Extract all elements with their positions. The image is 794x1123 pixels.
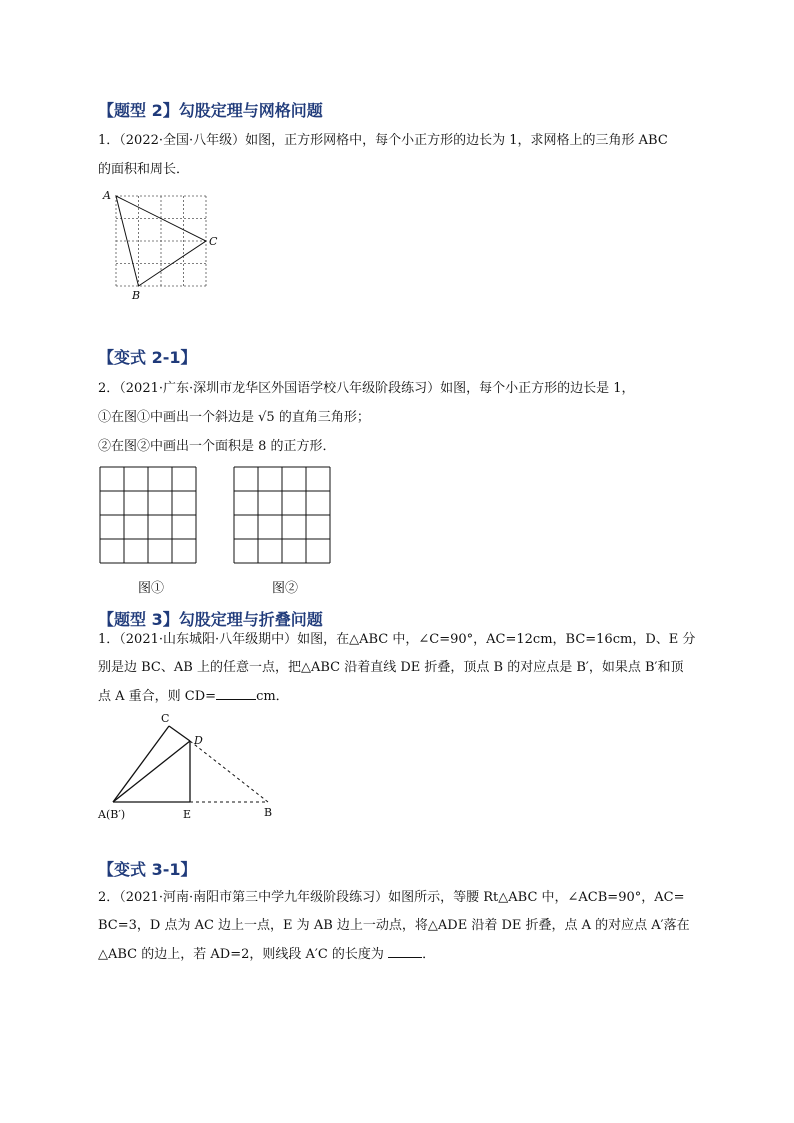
question-text: 1．（2021·山东城阳·八年级期中）如图，在△ABC 中，∠C=90°，AC=12cm，BC=16cm，D、E 分 — [98, 632, 696, 647]
label-d: D — [194, 734, 203, 747]
label-c: C — [161, 712, 170, 725]
question-text-part: △ABC 的边上，若 AD=2，则线段 A′C 的长度为 — [98, 947, 384, 962]
question-text: 1．（2022·全国·八年级）如图，正方形网格中，每个小正方形的边长为 1，求网格上的三角形 ABC — [98, 133, 668, 148]
question-text: BC=3，D 点为 AC 边上一点，E 为 AB 边上一动点，将△ADE 沿着 DE 折叠，点 A 的对应点 A′落在 — [98, 918, 690, 933]
answer-blank — [388, 945, 422, 958]
dashed-grid — [116, 196, 206, 286]
question-text: ②在图②中画出一个面积是 8 的正方形． — [98, 439, 336, 454]
question-text: 2．（2021·广东·深圳市龙华区外国语学校八年级阶段练习）如图，每个小正方形的边长是 1， — [98, 381, 635, 396]
label-a-b-prime: A(B′) — [98, 808, 126, 821]
label-e: E — [183, 808, 192, 821]
question-text-part: 点 A 重合，则 CD= — [98, 689, 217, 704]
variant-heading-3-1: 【变式 3-1】 — [98, 860, 197, 879]
figure-caption-1: 图① — [138, 581, 165, 596]
label-b: B — [132, 289, 141, 302]
question-text: ①在图①中画出一个斜边是 √5 的直角三角形； — [98, 410, 370, 425]
answer-blank — [216, 687, 256, 700]
question-text: 2．（2021·河南·南阳市第三中学九年级阶段练习）如图所示，等腰 Rt△ABC 中，∠ACB=90°，AC= — [98, 890, 685, 905]
question-text — [98, 945, 435, 964]
question-text-part: cm． — [256, 689, 289, 704]
figure-caption-2: 图② — [272, 581, 299, 596]
section-heading-3: 【题型 3】勾股定理与折叠问题 — [98, 610, 323, 629]
question-text: 的面积和周长． — [98, 162, 190, 177]
label-a: A — [103, 189, 111, 202]
grid-figure-1 — [99, 466, 197, 564]
question-text — [98, 687, 289, 706]
grid-triangle-figure — [96, 186, 226, 304]
grid-figure-2 — [233, 466, 331, 564]
variant-heading-2-1: 【变式 2-1】 — [98, 348, 197, 367]
label-c: C — [209, 235, 218, 248]
question-text-part: ． — [422, 947, 436, 962]
question-text: 别是边 BC、AB 上的任意一点，把△ABC 沿着直线 DE 折叠，顶点 B 的对应点是 B′，如果点 B′和顶 — [98, 660, 684, 675]
section-heading-2: 【题型 2】勾股定理与网格问题 — [98, 101, 323, 120]
label-b: B — [264, 806, 273, 819]
folding-triangle-figure — [94, 706, 294, 828]
